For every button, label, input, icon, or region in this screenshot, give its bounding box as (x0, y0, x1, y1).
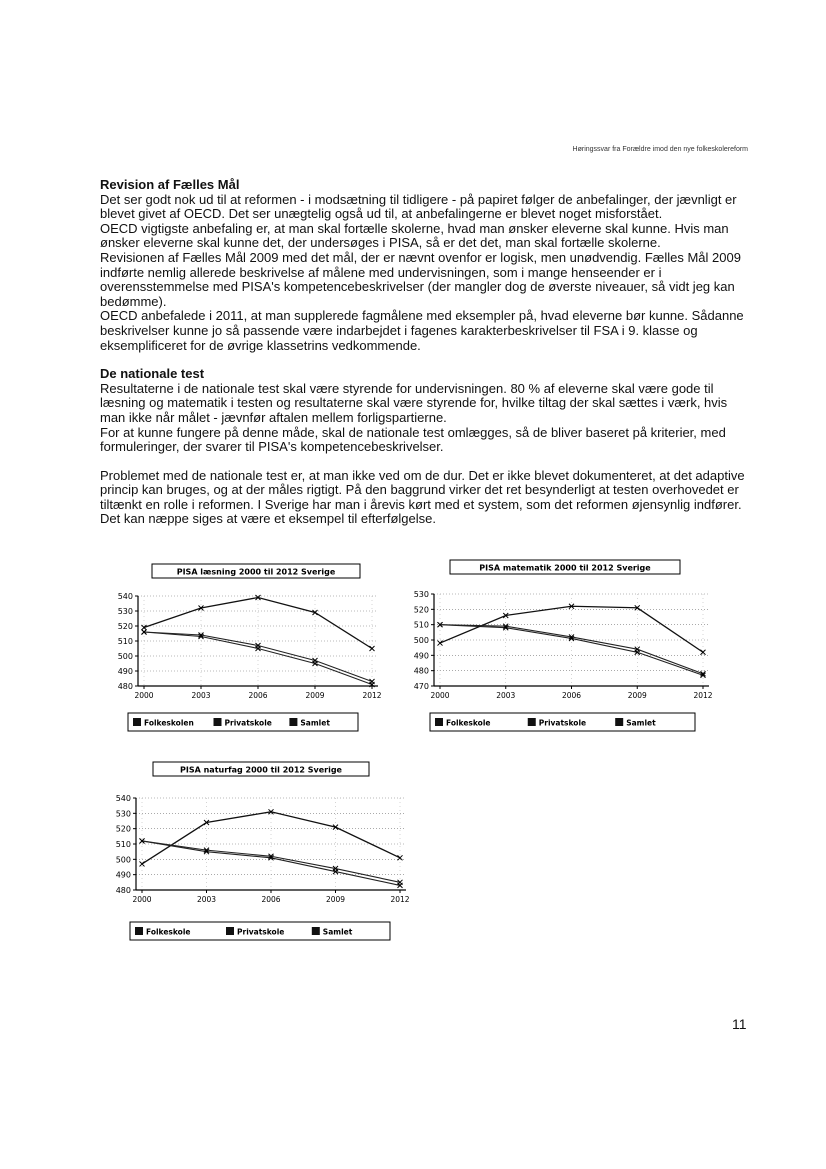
legend-label: Folkeskolen (144, 718, 194, 728)
x-tick-label: 2000 (132, 895, 152, 904)
section-heading: Revision af Fælles Mål (100, 177, 240, 192)
chart-title: PISA naturfag 2000 til 2012 Sverige (180, 765, 342, 775)
y-tick-label: 530 (117, 607, 133, 616)
math-chart (400, 558, 720, 738)
chart-title: PISA læsning 2000 til 2012 Sverige (176, 567, 336, 577)
y-tick-label: 490 (117, 667, 133, 676)
body-text (100, 178, 750, 527)
legend-swatch (435, 718, 443, 726)
y-tick-label: 480 (115, 886, 131, 895)
y-tick-label: 520 (413, 605, 429, 615)
data-point (370, 679, 375, 684)
x-tick-label: 2009 (305, 691, 325, 700)
y-tick-label: 530 (115, 809, 131, 819)
x-tick-label: 2003 (191, 691, 211, 700)
y-tick-label: 490 (115, 870, 131, 880)
legend-label: Privatskole (224, 718, 272, 728)
x-tick-label: 2006 (248, 691, 268, 700)
legend-label: Folkeskole (146, 927, 191, 937)
x-tick-label: 2003 (196, 895, 217, 904)
y-tick-label: 540 (115, 794, 131, 803)
legend-swatch (615, 718, 623, 726)
y-tick-label: 540 (117, 592, 133, 601)
legend-swatch (528, 718, 536, 726)
x-tick-label: 2006 (261, 895, 281, 904)
legend-label: Samlet (300, 718, 330, 728)
y-tick-label: 510 (115, 840, 131, 849)
y-tick-label: 500 (115, 855, 131, 865)
chart-title: PISA matematik 2000 til 2012 Sverige (479, 563, 651, 573)
reading-chart-svg (100, 558, 400, 738)
x-tick-label: 2012 (390, 895, 410, 904)
x-tick-label: 2000 (134, 691, 154, 700)
x-tick-label: 2012 (693, 691, 713, 700)
legend-swatch (214, 718, 222, 726)
x-tick-label: 2006 (561, 691, 582, 700)
legend-label: Samlet (626, 718, 656, 728)
paragraph: Det ser godt nok ud til at reformen - i modsætning til tidligere - på papiret følger de anbefalinger, der jævnligt er blevet givet af OECD. Det ser unægtelig også ud til, at anbefalingerne er blevet noget misforstået. (100, 191, 737, 222)
legend-swatch (312, 927, 320, 935)
science-chart (100, 760, 420, 945)
x-tick-label: 2003 (496, 691, 516, 700)
data-point (438, 641, 443, 646)
math-chart-svg (400, 558, 720, 738)
legend-swatch (289, 718, 297, 726)
paragraph: Problemet med de nationale test er, at man ikke ved om de dur. Det er ikke blevet dokumenteret, at det adaptive princip kan bruges, og at der måles rigtigt. På den baggrund virker det ret besynderligt at testen overhovedet er tiltænkt en rolle i reformen. I Sverige har man i årevis kørt med et system, som det reformen øjensynlig indfører. Det kan næppe siges at være et eksempel til efterfølgelse. (100, 467, 745, 527)
paragraph: For at kunne fungere på denne måde, skal de nationale test omlægges, så de bliver baseret på kriterier, med formuleringer, der svarer til PISA's kompetencebeskrivelser. (100, 424, 726, 455)
legend-label: Folkeskole (446, 718, 491, 728)
y-tick-label: 510 (413, 620, 429, 630)
section-heading: De nationale test (100, 366, 205, 382)
y-tick-label: 510 (117, 637, 133, 646)
y-tick-label: 500 (413, 636, 429, 645)
legend-label: Privatskole (237, 927, 285, 937)
paragraph: OECD anbefalede i 2011, at man supplerede fagmålene med eksempler på, hvad eleverne bør kunne. Sådanne beskrivelser kunne jo så passende være indarbejdet i fagenes karakterbeskrivelser til FSA i 9. klasse og eksemplificeret for de øvrige klassetrins vedkommende. (100, 308, 744, 353)
y-tick-label: 480 (413, 666, 429, 676)
running-header: Høringssvar fra Forældre imod den nye folkeskolereform (572, 146, 748, 153)
y-tick-label: 470 (413, 682, 429, 691)
paragraph: Resultaterne i de nationale test skal være styrende for undervisningen. 80 % af eleverne skal være gode til læsning og matematik i testen og resultaterne skal være styrende for, hvilke tiltag der skal sættes i værk, hvis man ikke når målet - jævnfør aftalen mellem forligspartierne. (100, 380, 728, 425)
legend-swatch (226, 927, 234, 935)
x-tick-label: 2009 (325, 895, 346, 904)
y-tick-label: 530 (413, 590, 429, 599)
y-tick-label: 490 (413, 651, 429, 661)
paragraph: Revisionen af Fælles Mål 2009 med det mål, der er nævnt ovenfor er logisk, men unødvendig. Fælles Mål 2009 indførte nemlig allerede beskrivelse af målene med undervisningen, som i mange henseender er i overensstemmelse med PISA's kompetencebeskrivelser (der mangler dog de øverste niveauer, så vidt jeg kan bedømme). (100, 249, 741, 309)
paragraph: OECD vigtigste anbefaling er, at man skal fortælle skolerne, hvad man ønsker eleverne skal kunne. Hvis man ønsker eleverne skal kunne det, der undersøges i PISA, så er det det, man skal fortælle skolerne. (100, 220, 729, 251)
y-tick-label: 500 (117, 652, 133, 661)
reading-chart (100, 558, 400, 738)
y-tick-label: 520 (117, 622, 133, 631)
x-tick-label: 2009 (627, 691, 647, 700)
science-chart-svg (100, 760, 420, 945)
legend-label: Samlet (322, 927, 353, 937)
series-line (440, 606, 703, 652)
y-tick-label: 480 (117, 682, 133, 691)
legend-swatch (133, 718, 141, 726)
series-line (440, 625, 703, 676)
x-tick-label: 2000 (430, 691, 450, 700)
y-tick-label: 520 (115, 824, 131, 834)
x-tick-label: 2012 (362, 691, 382, 700)
legend-label: Privatskole (538, 718, 587, 728)
legend-swatch (135, 927, 143, 935)
data-point (370, 646, 375, 651)
page-number: 11 (732, 1016, 747, 1032)
